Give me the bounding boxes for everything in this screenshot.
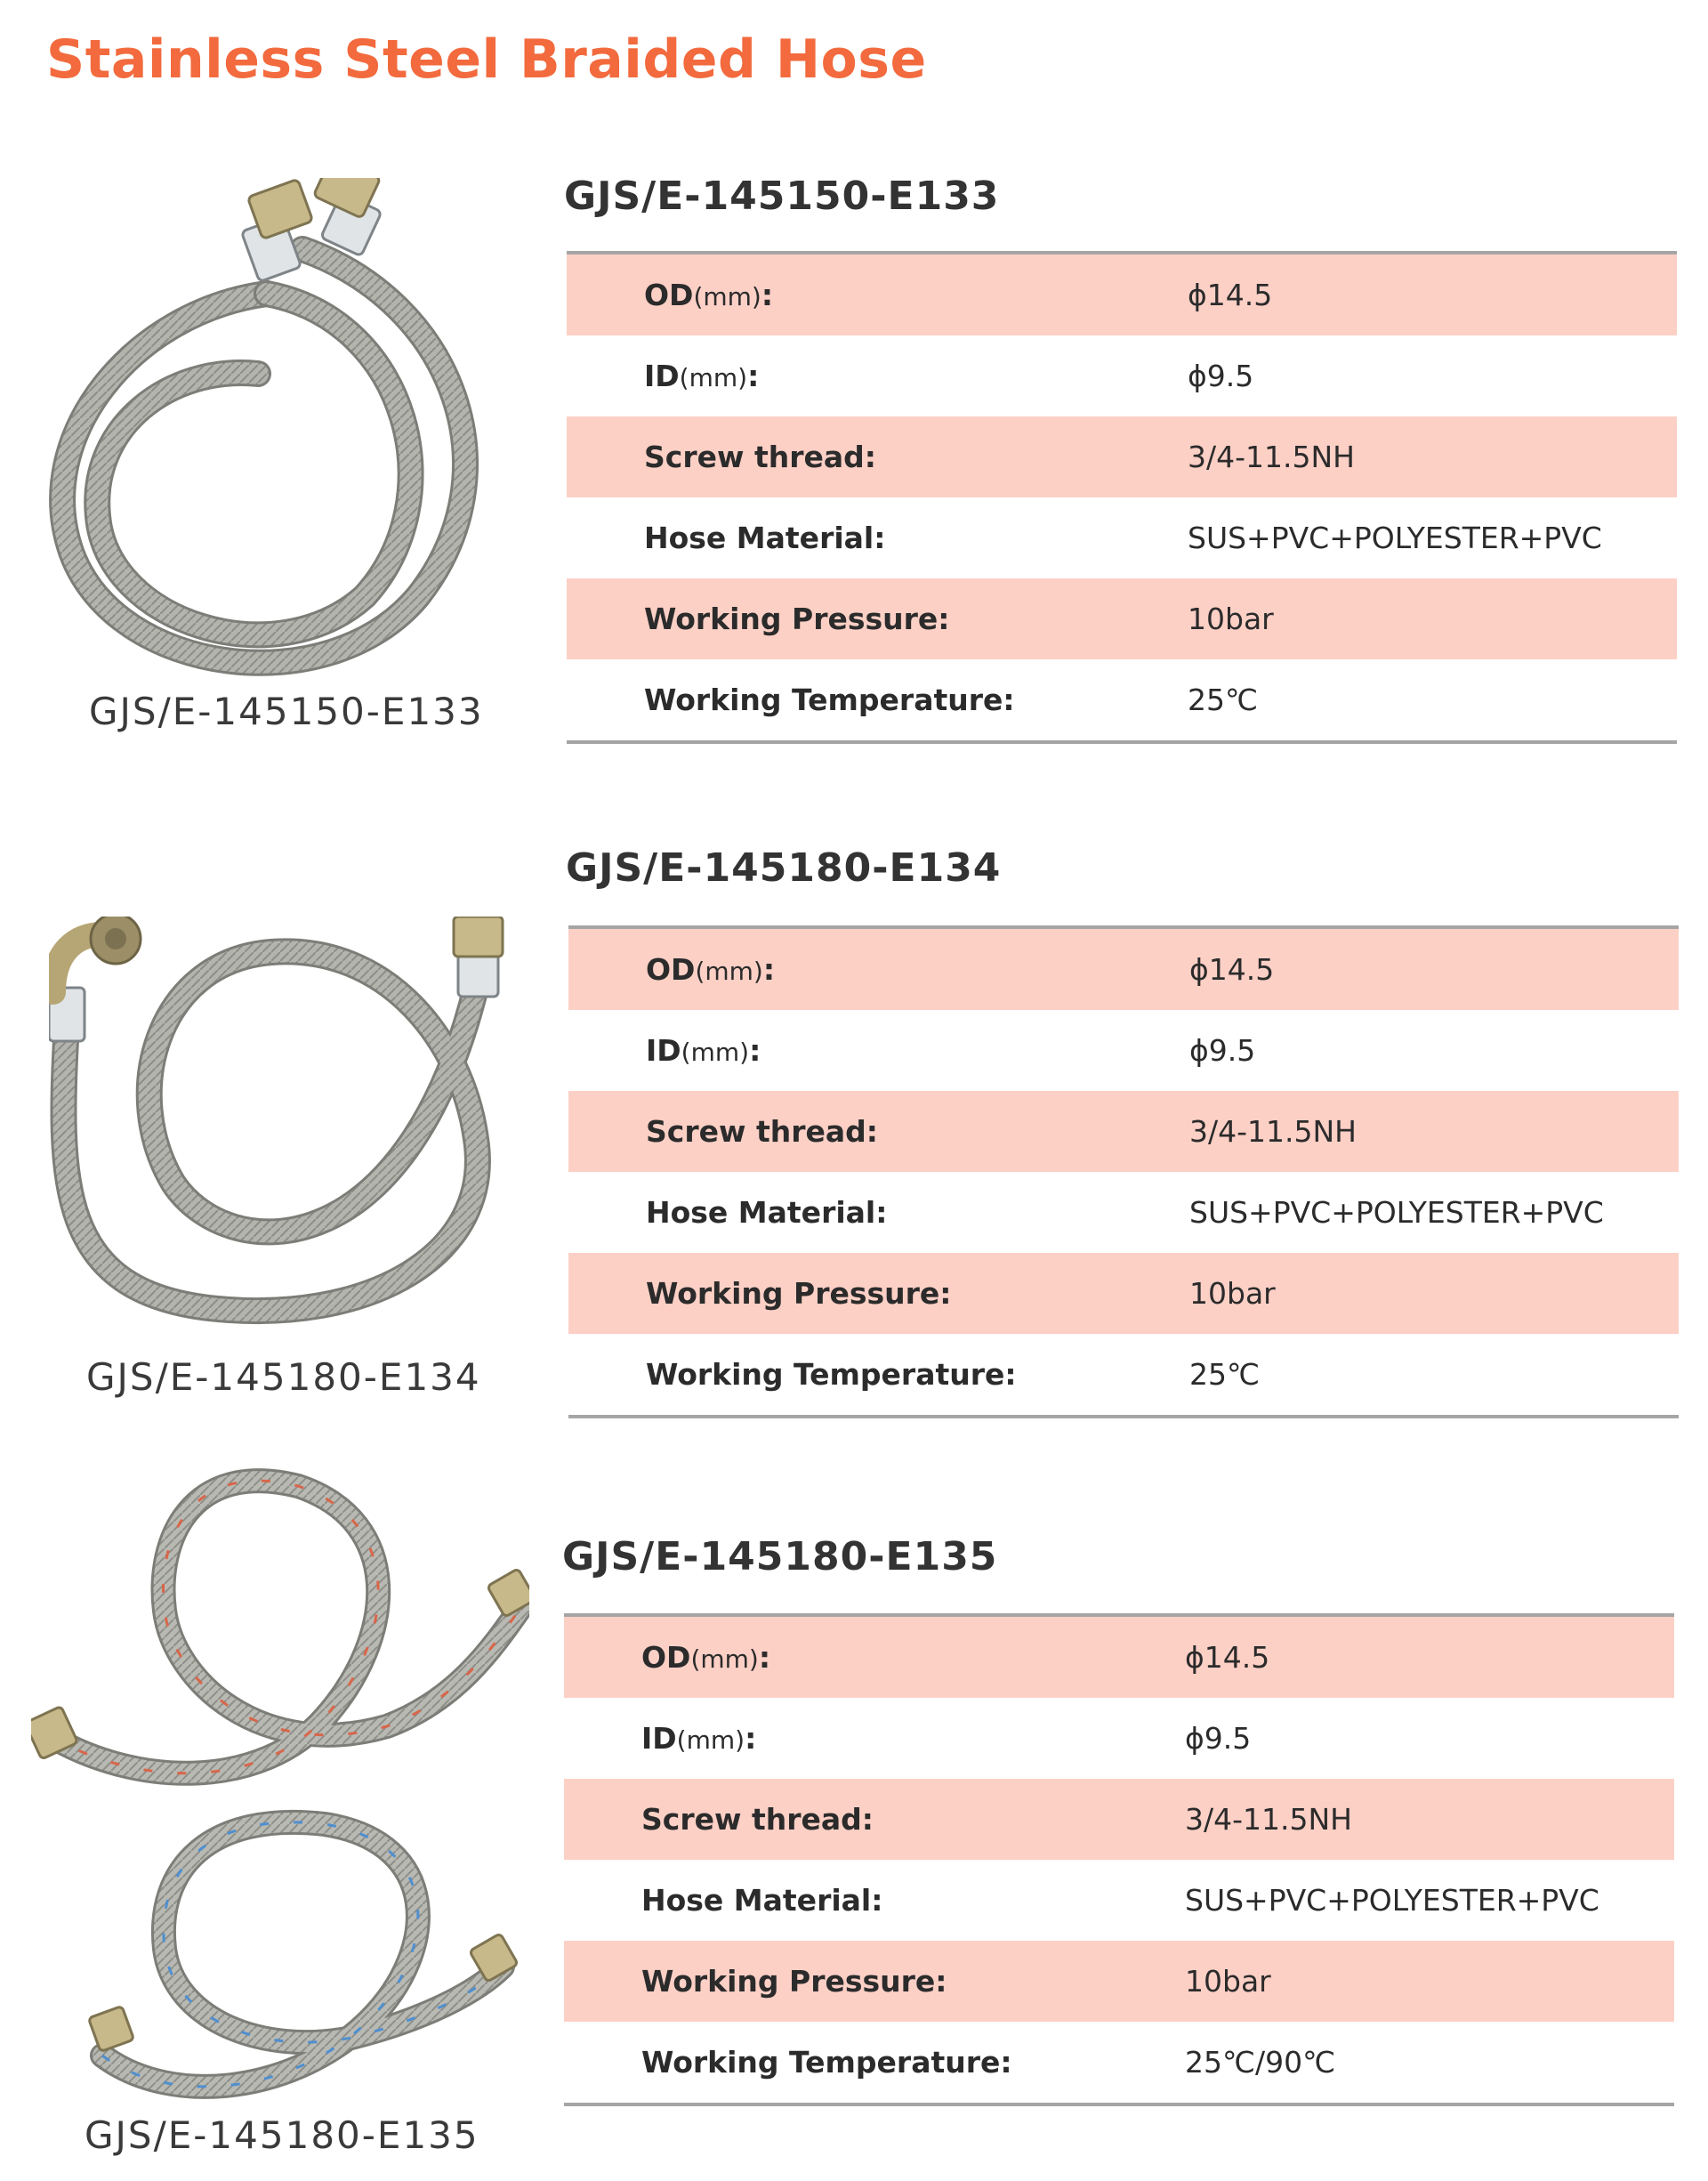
product-caption: GJS/E-145180-E135 — [85, 2113, 479, 2157]
spec-value: ϕ9.5 — [1188, 359, 1254, 393]
spec-label: Working Temperature: — [646, 1357, 1017, 1392]
spec-table — [564, 1613, 1674, 2106]
hose-coil-icon — [36, 178, 516, 676]
spec-row-screw-thread — [564, 1779, 1674, 1860]
spec-label: Working Pressure: — [646, 1276, 952, 1311]
spec-value: 25℃ — [1189, 1357, 1261, 1392]
spec-value: 10bar — [1185, 1964, 1271, 1999]
spec-value: SUS+PVC+POLYESTER+PVC — [1188, 521, 1602, 555]
spec-value: 3/4-11.5NH — [1189, 1114, 1357, 1149]
spec-value: ϕ14.5 — [1188, 278, 1273, 312]
spec-row-id — [568, 1010, 1679, 1091]
spec-value: 3/4-11.5NH — [1188, 440, 1355, 474]
braided-hose-elbow-image — [49, 917, 529, 1344]
spec-label: Working Temperature: — [644, 683, 1015, 717]
spec-label: ID(mm): — [641, 1721, 757, 1756]
spec-row-working-pressure — [568, 1253, 1679, 1334]
product-model-heading: GJS/E-145180-E134 — [566, 845, 1002, 891]
spec-row-working-temperature — [564, 2022, 1674, 2103]
spec-label: OD(mm): — [646, 952, 776, 987]
product-caption: GJS/E-145150-E133 — [89, 690, 484, 733]
spec-row-id — [564, 1698, 1674, 1779]
spec-row-working-pressure — [564, 1941, 1674, 2022]
spec-value: 25℃ — [1188, 683, 1259, 717]
spec-row-working-temperature — [568, 1334, 1679, 1415]
spec-label: ID(mm): — [646, 1033, 761, 1068]
spec-row-working-temperature — [567, 659, 1677, 740]
hose-elbow-icon — [49, 917, 529, 1344]
product-model-heading: GJS/E-145150-E133 — [564, 174, 1000, 219]
spec-value: 10bar — [1188, 602, 1274, 636]
spec-row-od — [564, 1617, 1674, 1698]
spec-row-id — [567, 335, 1677, 416]
spec-label: Hose Material: — [644, 521, 886, 555]
spec-value: 3/4-11.5NH — [1185, 1802, 1352, 1837]
spec-row-od — [567, 254, 1677, 335]
spec-label: Working Pressure: — [641, 1964, 947, 1999]
hose-pair-icon — [31, 1468, 529, 2109]
spec-value: ϕ9.5 — [1185, 1721, 1252, 1756]
spec-label: Working Temperature: — [641, 2045, 1012, 2080]
product-model-heading: GJS/E-145180-E135 — [562, 1534, 998, 1579]
spec-label: Screw thread: — [646, 1114, 878, 1149]
spec-value: 25℃/90℃ — [1185, 2045, 1336, 2080]
spec-value: ϕ9.5 — [1189, 1033, 1256, 1068]
spec-table — [567, 251, 1677, 744]
spec-row-hose-material — [564, 1860, 1674, 1941]
braided-hose-coil-image — [36, 178, 516, 676]
spec-label: Working Pressure: — [644, 602, 950, 636]
spec-label: Screw thread: — [644, 440, 876, 474]
spec-value: 10bar — [1189, 1276, 1276, 1311]
spec-label: ID(mm): — [644, 359, 760, 393]
spec-row-working-pressure — [567, 578, 1677, 659]
spec-row-screw-thread — [568, 1091, 1679, 1172]
spec-value: SUS+PVC+POLYESTER+PVC — [1185, 1883, 1599, 1918]
spec-label: Hose Material: — [641, 1883, 883, 1918]
page-title: Stainless Steel Braided Hose — [46, 28, 927, 91]
spec-table — [568, 925, 1679, 1418]
spec-label: Screw thread: — [641, 1802, 874, 1837]
spec-row-hose-material — [568, 1172, 1679, 1253]
spec-row-screw-thread — [567, 416, 1677, 497]
spec-value: SUS+PVC+POLYESTER+PVC — [1189, 1195, 1604, 1230]
spec-row-od — [568, 929, 1679, 1010]
spec-label: OD(mm): — [644, 278, 774, 312]
spec-label: Hose Material: — [646, 1195, 888, 1230]
spec-row-hose-material — [567, 497, 1677, 578]
product-caption: GJS/E-145180-E134 — [86, 1355, 481, 1399]
braided-hose-pair-red-blue-image — [31, 1468, 512, 2109]
spec-value: ϕ14.5 — [1185, 1640, 1270, 1675]
spec-value: ϕ14.5 — [1189, 952, 1275, 987]
spec-label: OD(mm): — [641, 1640, 771, 1675]
